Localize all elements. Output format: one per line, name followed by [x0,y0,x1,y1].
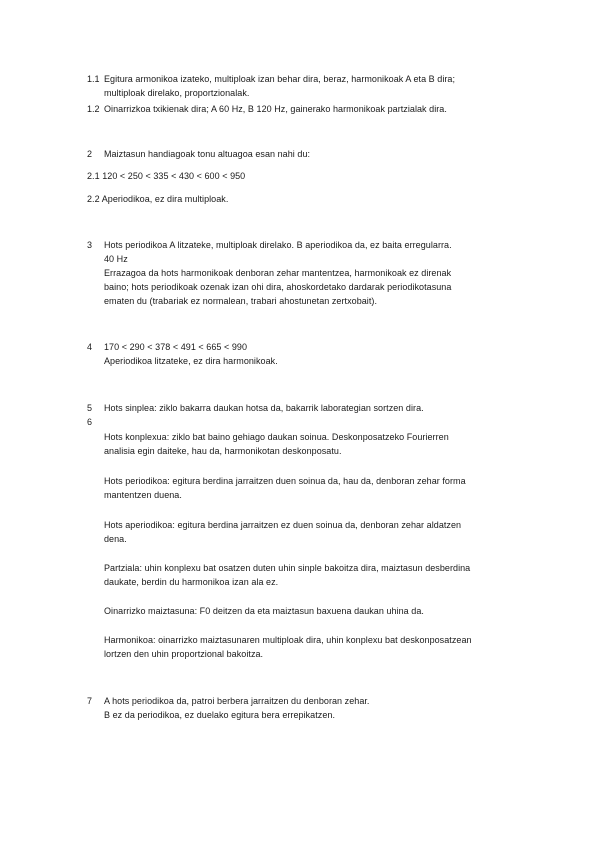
item-number-2: 2 [87,149,93,159]
item-number-6: 6 [87,417,93,427]
text-line: dena. [104,534,127,544]
text-line: Hots konplexua: ziklo bat baino gehiago daukan soinua. Deskonposatzeko Fourierren [104,432,449,442]
text-line: Partziala: uhin konplexu bat osatzen duten uhin sinple bakoitza dira, maiztasun desberdina [104,563,471,573]
text-line: Oinarrizkoa txikienak dira; A 60 Hz, B 120 Hz, gainerako harmonikoak partzialak dira. [104,104,447,114]
item-number-1-1: 1.1 [87,74,100,84]
text-line: 2.1 120 < 250 < 335 < 430 < 600 < 950 [87,171,246,181]
text-line: daukate, berdin du harmonikoa izan ala ez. [104,577,279,587]
text-line: Aperiodikoa litzateke, ez dira harmonikoak. [104,356,278,366]
text-line: Harmonikoa: oinarrizko maiztasunaren multiploak dira, uhin konplexu bat deskonposatzean [104,635,472,645]
text-line: Errazagoa da hots harmonikoak denboran zehar mantentzea, harmonikoak ez direnak [104,268,452,278]
text-line: lortzen den uhin proportzional bakoitza. [104,649,264,659]
item-number-5: 5 [87,403,93,413]
text-line: Oinarrizko maiztasuna: F0 deitzen da eta maiztasun baxuena daukan uhina da. [104,606,424,616]
text-line: Hots periodikoa A litzateke, multiploak direlako. B aperiodikoa da, ez baita erregularra. [104,240,452,250]
text-line: Egitura armonikoa izateko, multiploak izan behar dira, beraz, harmonikoak A eta B dira; [104,74,456,84]
text-line: 2.2 Aperiodikoa, ez dira multiploak. [87,194,229,204]
text-line: analisia egin daiteke, hau da, harmonikotan deskonposatu. [104,446,342,456]
text-line: Hots aperiodikoa: egitura berdina jarraitzen ez duen soinua da, denboran zehar aldatzen [104,520,462,530]
text-line: B ez da periodikoa, ez duelako egitura bera errepikatzen. [104,710,335,720]
text-line: baino; hots periodikoak ozenak izan ohi dira, ahoskordetako dardarak periodikotasuna [104,282,452,292]
text-line: ematen du (trabariak ez normalean, trabari ahostunetan zertxobait). [104,296,377,306]
text-line: Hots periodikoa: egitura berdina jarraitzen duen soinua da, hau da, denboran zehar forma [104,476,466,486]
item-number-1-2: 1.2 [87,104,100,114]
text-line: Hots sinplea: ziklo bakarra daukan hotsa da, bakarrik laborategian sortzen dira. [104,403,424,413]
item-number-4: 4 [87,342,93,352]
text-line: 170 < 290 < 378 < 491 < 665 < 990 [104,342,248,352]
text-line: A hots periodikoa da, patroi berbera jarraitzen du denboran zehar. [104,696,370,706]
text-line: multiploak direlako, proportzionalak. [104,88,250,98]
item-number-3: 3 [87,240,93,250]
text-line: mantentzen duena. [104,490,182,500]
text-line: 40 Hz [104,254,128,264]
item-number-7: 7 [87,696,93,706]
text-line: Maiztasun handiagoak tonu altuagoa esan nahi du: [104,149,311,159]
